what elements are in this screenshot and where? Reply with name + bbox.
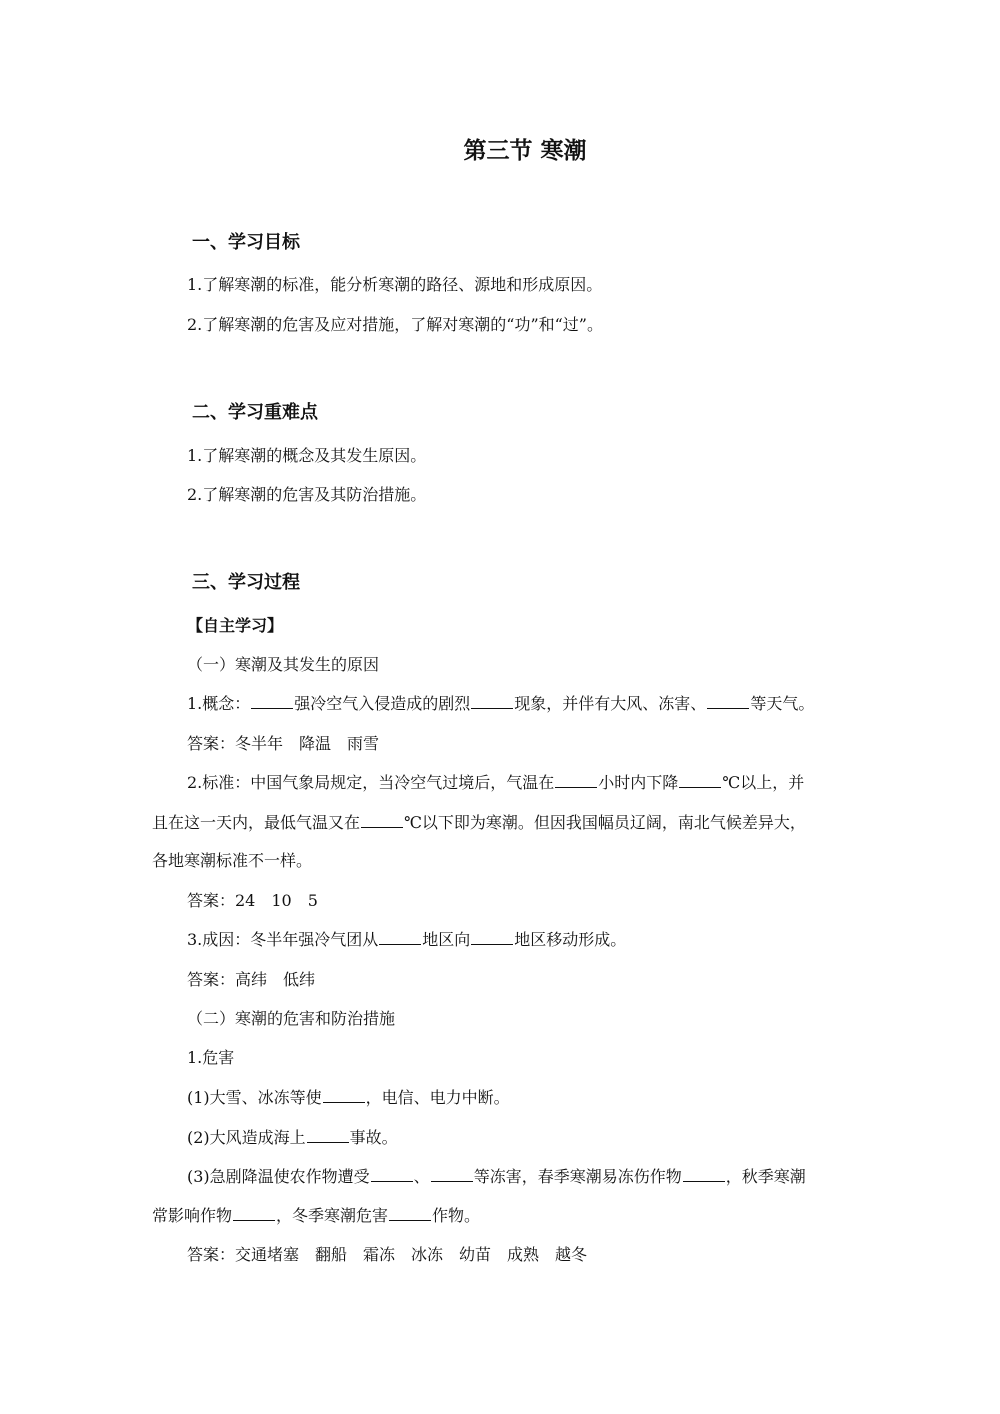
answer-blank: [471, 930, 513, 945]
part2-heading: （二）寒潮的危害和防治措施: [187, 1009, 396, 1028]
answer-blank: [683, 1167, 725, 1182]
answer-blank: [371, 1167, 413, 1182]
answer-blank: [251, 694, 293, 709]
hazards-label: 1.危害: [187, 1048, 235, 1067]
goal-item-1: 1.了解寒潮的标准，能分析寒潮的路径、源地和形成原因。: [187, 275, 603, 294]
answer-cause: 答案：高纬 低纬: [187, 970, 316, 989]
hazard-item-3-line2: 常影响作物 ，冬季寒潮危害 作物。: [152, 1206, 481, 1225]
section-heading-process: 三、学习过程: [192, 572, 300, 593]
answer-blank: [307, 1128, 349, 1143]
keypoint-item-1: 1.了解寒潮的概念及其发生原因。: [187, 446, 427, 465]
answer-blank: [679, 773, 721, 788]
part1-heading: （一）寒潮及其发生的原因: [187, 655, 380, 674]
goal-item-2: 2.了解寒潮的危害及应对措施，了解对寒潮的“功”和“过”。: [187, 315, 603, 334]
question-cause: 3.成因：冬半年强冷气团从 地区向 地区移动形成。: [187, 930, 627, 949]
section-heading-goals: 一、学习目标: [192, 232, 300, 253]
question-standard-line3: 各地寒潮标准不一样。: [152, 851, 313, 870]
question-standard-line1: 2.标准：中国气象局规定，当冷空气过境后，气温在 小时内下降 ℃以上，并: [187, 773, 805, 792]
answer-blank: [379, 930, 421, 945]
question-concept: 1.概念： 强冷空气入侵造成的剧烈 现象，并伴有大风、冻害、 等天气。: [187, 694, 815, 713]
answer-blank: [707, 694, 749, 709]
answer-standard: 答案：24 10 5: [187, 891, 318, 910]
answer-hazards: 答案：交通堵塞 翻船 霜冻 冰冻 幼苗 成熟 越冬: [187, 1245, 588, 1264]
answer-blank: [233, 1206, 275, 1221]
answer-blank: [471, 694, 513, 709]
hazard-item-2: (2)大风造成海上 事故。: [187, 1128, 398, 1147]
answer-blank: [323, 1088, 365, 1103]
question-standard-line2: 且在这一天内，最低气温又在 ℃以下即为寒潮。但因我国幅员辽阔，南北气候差异大，: [152, 813, 806, 832]
hazard-item-3-line1: (3)急剧降温使农作物遭受 、 等冻害，春季寒潮易冻伤作物 ，秋季寒潮: [187, 1167, 806, 1186]
section-heading-keypoints: 二、学习重难点: [192, 402, 318, 423]
hazard-item-1: (1)大雪、冰冻等使 ，电信、电力中断。: [187, 1088, 510, 1107]
self-study-label: 【自主学习】: [187, 616, 284, 635]
keypoint-item-2: 2.了解寒潮的危害及其防治措施。: [187, 485, 427, 504]
page-title: 第三节 寒潮: [463, 138, 587, 164]
answer-blank: [555, 773, 597, 788]
answer-blank: [361, 813, 403, 828]
answer-concept: 答案：冬半年 降温 雨雪: [187, 734, 380, 753]
answer-blank: [431, 1167, 473, 1182]
answer-blank: [389, 1206, 431, 1221]
